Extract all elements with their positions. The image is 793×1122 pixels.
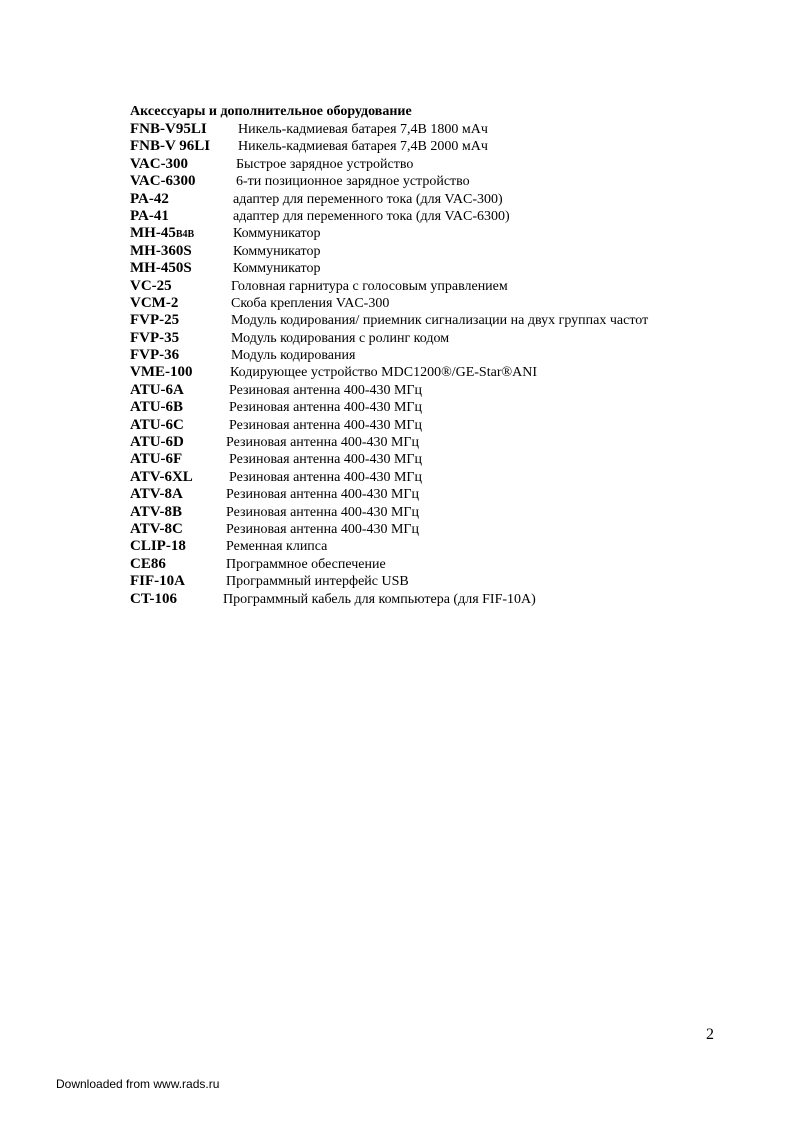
accessory-description: 6-ти позиционное зарядное устройство [236,174,470,190]
accessory-code: PA-42 [130,190,169,207]
accessory-description: Головная гарнитура с голосовым управлением [231,278,508,294]
page-number: 2 [706,1026,714,1043]
accessory-code: ATV-6XL [130,468,193,485]
accessory-description: Резиновая антенна 400-430 МГц [226,504,420,520]
accessory-code: VAC-300 [130,155,189,172]
accessory-description: Резиновая антенна 400-430 МГц [229,382,423,398]
accessory-code: ATV-8B [130,503,182,520]
footer-download-note: Downloaded from www.rads.ru [56,1077,220,1091]
accessory-code: MH-360S [130,242,192,259]
accessory-description: Резиновая антенна 400-430 МГц [229,469,423,485]
accessory-description: Программное обеспечение [226,556,386,572]
accessory-description: Модуль кодирования/ приемник сигнализации на двух группах частот [231,313,649,329]
accessory-description: Быстрое зарядное устройство [236,156,414,172]
accessory-description: Резиновая антенна 400-430 МГц [226,521,420,537]
accessory-code: VCM-2 [130,294,179,311]
accessory-code: PA-41 [130,207,169,224]
accessory-code: FVP-35 [130,329,180,346]
accessory-description: Кодирующее устройство MDC1200®/GE-Star®ANI [230,365,537,381]
accessory-description: Резиновая антенна 400-430 МГц [226,487,420,503]
accessory-code: FNB-V 96LI [130,138,211,155]
accessory-code-suffix: B4B [175,229,195,241]
accessory-code: ATV-8A [130,486,183,503]
accessory-description: Ременная клипса [226,539,328,555]
accessory-code: CLIP-18 [130,538,186,555]
accessory-description: Коммуникатор [233,226,321,242]
accessory-description: Программный кабель для компьютера (для FIF-10A) [223,591,536,607]
accessory-code: ATU-6B [130,399,184,416]
accessory-description: Резиновая антенна 400-430 МГц [229,417,423,433]
accessory-code: VC-25 [130,277,172,294]
accessory-code: FVP-36 [130,347,180,364]
accessory-code: ATV-8C [130,520,183,537]
accessory-code [130,225,194,243]
accessory-code: MH-450S [130,260,192,277]
accessory-code: FIF-10A [130,573,185,590]
accessory-code: VME-100 [130,364,193,381]
accessory-code: CE86 [130,555,166,572]
accessory-description: Никель-кадмиевая батарея 7,4В 2000 мАч [238,139,488,155]
accessory-description: Резиновая антенна 400-430 МГц [226,435,420,451]
accessory-code: ATU-6D [130,434,184,451]
accessory-description: Коммуникатор [233,243,321,259]
accessory-description: Никель-кадмиевая батарея 7,4В 1800 мАч [238,122,488,137]
accessory-code: ATU-6A [130,381,184,398]
accessory-code: CT-106 [130,590,177,607]
accessory-code: FVP-25 [130,312,180,329]
accessory-description: Модуль кодирования [231,348,356,364]
accessory-description: Резиновая антенна 400-430 МГц [229,452,423,468]
accessory-description: адаптер для переменного тока (для VAC-300) [233,191,503,207]
page-heading: Аксессуары и дополнительное оборудование [130,104,412,119]
accessory-description: адаптер для переменного тока (для VAC-6300) [233,208,510,224]
accessory-description: Резиновая антенна 400-430 МГц [229,400,423,416]
accessory-description: Программный интерфейс USB [226,574,409,590]
accessory-code: ATU-6F [130,451,183,468]
accessory-description: Коммуникатор [233,261,321,277]
accessory-code: FNB-V95LI [130,121,207,137]
accessory-code: ATU-6C [130,416,184,433]
accessory-code-base: MH-45 [130,225,176,242]
accessory-code: VAC-6300 [130,173,196,190]
accessory-description: Скоба крепления VAC-300 [231,295,390,311]
accessory-description: Модуль кодирования с ролинг кодом [231,330,450,346]
